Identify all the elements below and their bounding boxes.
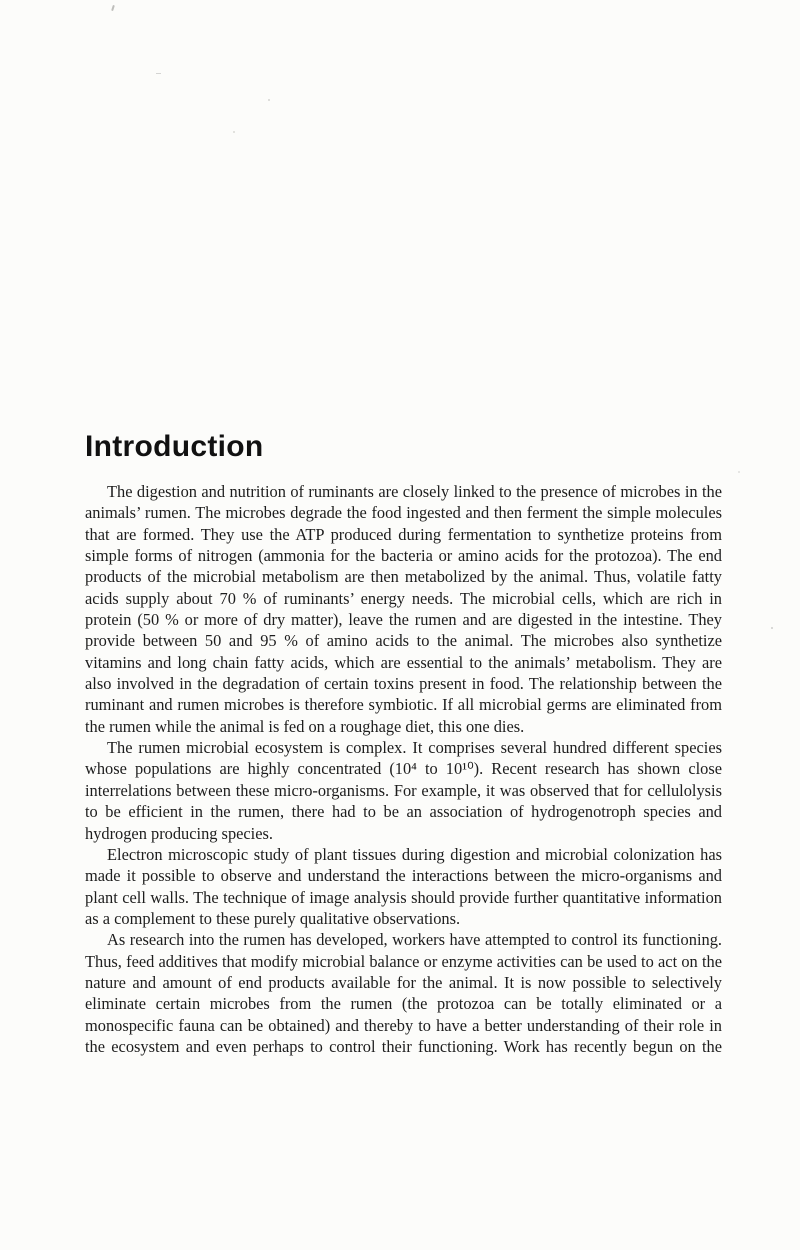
paragraph-4: As research into the rumen has developed, workers have attempted to control its functioning. Thus, feed additives that modify microbial balance or enzyme activities can be used to act on the nature and amount of end products available for the animal. It is now possible to selectively eliminate certain microbes from the rumen (the protozoa can be totally eliminated or a monospecific fauna can be obtained) and thereby to have a better understanding of their role in the ecosystem and even perhaps to control their functioning. Work has recently begun on the xyxy=(85,930,722,1056)
scan-artifact xyxy=(268,99,270,101)
scan-artifact xyxy=(156,73,161,74)
scan-artifact xyxy=(771,627,773,629)
paragraph-3: Electron microscopic study of plant tissues during digestion and microbial colonization has made it possible to observe and understand the interactions between the micro-organisms and plant cell walls. The technique of image analysis should provide further quantitative information as a complement to these purely qualitative observations. xyxy=(85,844,722,928)
introduction-section xyxy=(85,430,722,1057)
paragraph-1: The digestion and nutrition of ruminants are closely linked to the presence of microbes in the animals’ rumen. The microbes degrade the food ingested and then ferment the simple molecules that are formed. They use the ATP produced during fermentation to synthetize proteins from simple forms of nitrogen (ammonia for the bacteria or amino acids for the protozoa). The end products of the microbial metabolism are then metabolized by the animal. Thus, volatile fatty acids supply about 70 % of ruminants’ energy needs. The microbial cells, which are rich in protein (50 % or more of dry matter), leave the rumen and are digested in the intestine. They provide between 50 and 95 % of amino acids to the animal. The microbes also synthetize vitamins and long chain fatty acids, which are essential to the animals’ metabolism. They are also involved in the degradation of certain toxins present in food. The relationship between the ruminant and rumen microbes is therefore symbiotic. If all microbial germs are eliminated from the rumen while the animal is fed on a roughage diet, this one dies. xyxy=(85,482,722,736)
scan-artifact xyxy=(738,471,740,473)
scan-artifact xyxy=(233,131,235,133)
paragraph-2: The rumen microbial ecosystem is complex. It comprises several hundred different species whose populations are highly concentrated (10⁴ to 10¹⁰). Recent research has shown close interrelations between these micro-organisms. For example, it was observed that for cellulolysis to be efficient in the rumen, there had to be an association of hydrogenotroph species and hydrogen producing species. xyxy=(85,738,722,843)
scan-artifact xyxy=(111,5,115,11)
section-heading: Introduction xyxy=(85,430,264,463)
